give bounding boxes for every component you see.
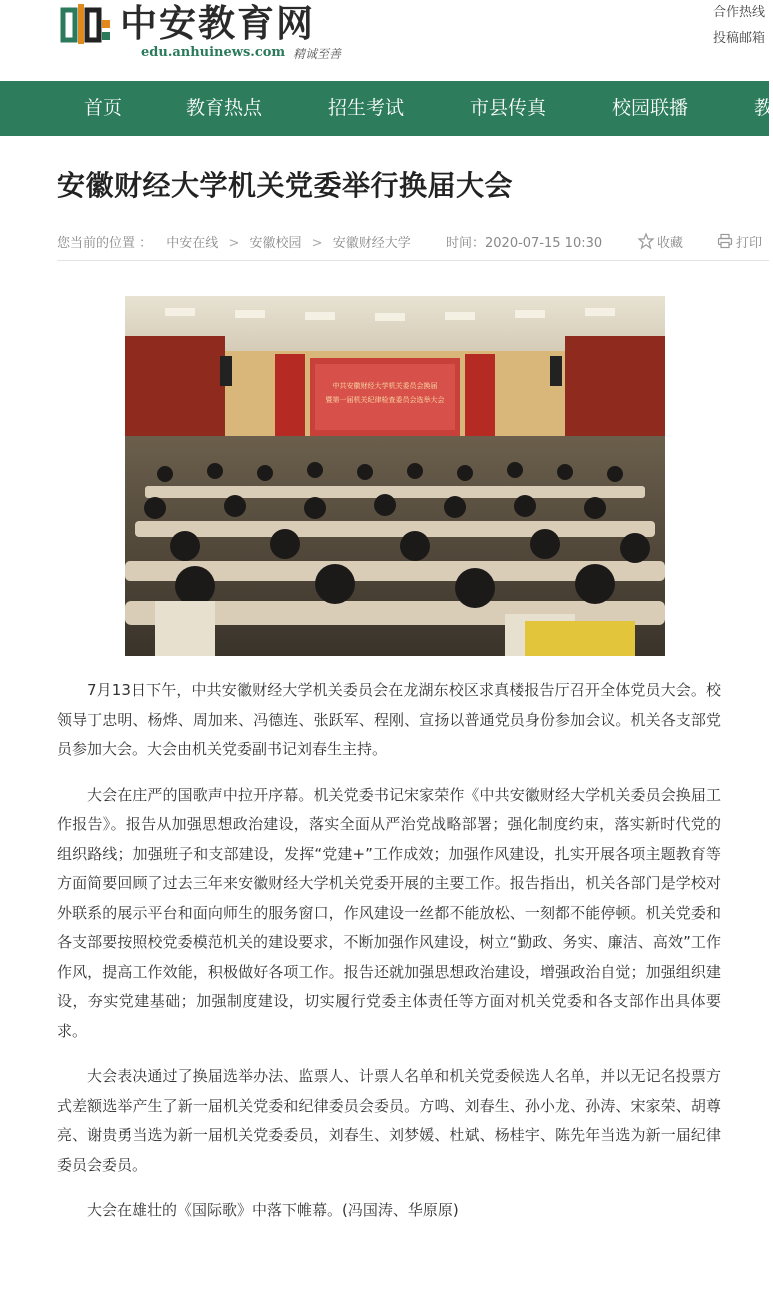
stage-banner-line2: 暨第一届机关纪律检查委员会选举大会 [325,396,445,404]
nav-item-education-hot[interactable]: 教育热点 [186,97,263,119]
breadcrumb-item[interactable]: 安徽财经大学 [332,236,411,251]
article-photo [125,296,665,656]
star-icon [638,233,654,258]
site-logo-name[interactable]: 中安教育网 [120,1,315,45]
stage-banner-line1: 中共安徽财经大学机关委员会换届 [332,382,438,390]
logo-icon[interactable] [62,4,112,44]
cooperation-hotline-link[interactable]: 合作热线 [712,5,765,20]
print-label: 打印 [736,236,763,251]
article-paragraph: 大会在雄壮的《国际歌》中落下帷幕。(冯国涛、华原原) [87,1201,459,1219]
article-title: 安徽财经大学机关党委举行换届大会 [57,169,514,202]
favorite-button[interactable] [638,232,683,258]
main-nav [0,81,773,136]
nav-item-county-news[interactable]: 市县传真 [470,97,547,119]
breadcrumb-separator: > [311,236,323,251]
favorite-label: 收藏 [657,236,684,251]
nav-item-home[interactable]: 首页 [84,97,123,119]
article-paragraph: 7月13日下午，中共安徽财经大学机关委员会在龙湖东校区求真楼报告厅召开全体党员大会。校领导丁忠明、杨烨、周加来、冯德连、张跃军、程刚、宣扬以普通党员身份参加会议。机关各支部党员参加大会。大会由机关党委副书记刘春生主持。 [57,681,721,758]
article-body [57,676,721,1242]
site-logo-url: edu.anhuinews.com [141,45,286,60]
printer-icon [717,233,733,258]
print-button[interactable] [717,232,762,258]
nav-item-campus[interactable]: 校园联播 [612,97,689,119]
publish-time: 时间：2020-07-15 10:30 [446,236,603,251]
breadcrumb-item[interactable]: 中安在线 [166,236,219,251]
article-meta [57,232,769,261]
submission-email-link[interactable]: 投稿邮箱 [712,31,765,46]
article-paragraph: 大会在庄严的国歌声中拉开序幕。机关党委书记宋家荣作《中共安徽财经大学机关委员会换届工作报告》。报告从加强思想政治建设，落实全面从严治党战略部署；强化制度约束，落实新时代党的组织路线；加强班子和支部建设，发挥“党建+”工作成效；加强作风建设，扎实开展各项主题教育等方面简要回顾了过去三年来安徽财经大学机关党委开展的主要工作。报告指出，机关各部门是学校对外联系的展示平台和面向师生的服务窗口，作风建设一丝都不能放松、一刻都不能停顿。机关党委和各支部要按照校党委模范机关的建设要求，不断加强作风建设，树立“勤政、务实、廉洁、高效”工作作风，提高工作效能，积极做好各项工作。报告还就加强思想政治建设，增强政治自觉；加强组织建设，夯实党建基础；加强制度建设，切实履行党委主体责任等方面对机关党委和各支部作出具体要求。 [57,785,721,1040]
nav-item-more[interactable]: 教 [754,97,773,119]
article-paragraph: 大会表决通过了换届选举办法、监票人、计票人名单和机关党委候选人名单，并以无记名投票方式差额选举产生了新一届机关党委和纪律委员会委员。方鸣、刘春生、孙小龙、孙涛、宋家荣、胡尊亮、谢贵勇当选为新一届机关党委委员，刘春生、刘梦媛、杜斌、杨桂宇、陈先年当选为新一届纪律委员会委员。 [57,1067,721,1174]
breadcrumb-item[interactable]: 安徽校园 [249,236,302,251]
nav-item-admissions[interactable]: 招生考试 [328,97,405,119]
breadcrumb-prefix: 您当前的位置 ： [57,236,153,251]
site-header [0,0,769,81]
breadcrumb-separator: > [228,236,240,251]
top-links [713,0,765,52]
site-slogan: 精诚至善 [293,47,342,61]
